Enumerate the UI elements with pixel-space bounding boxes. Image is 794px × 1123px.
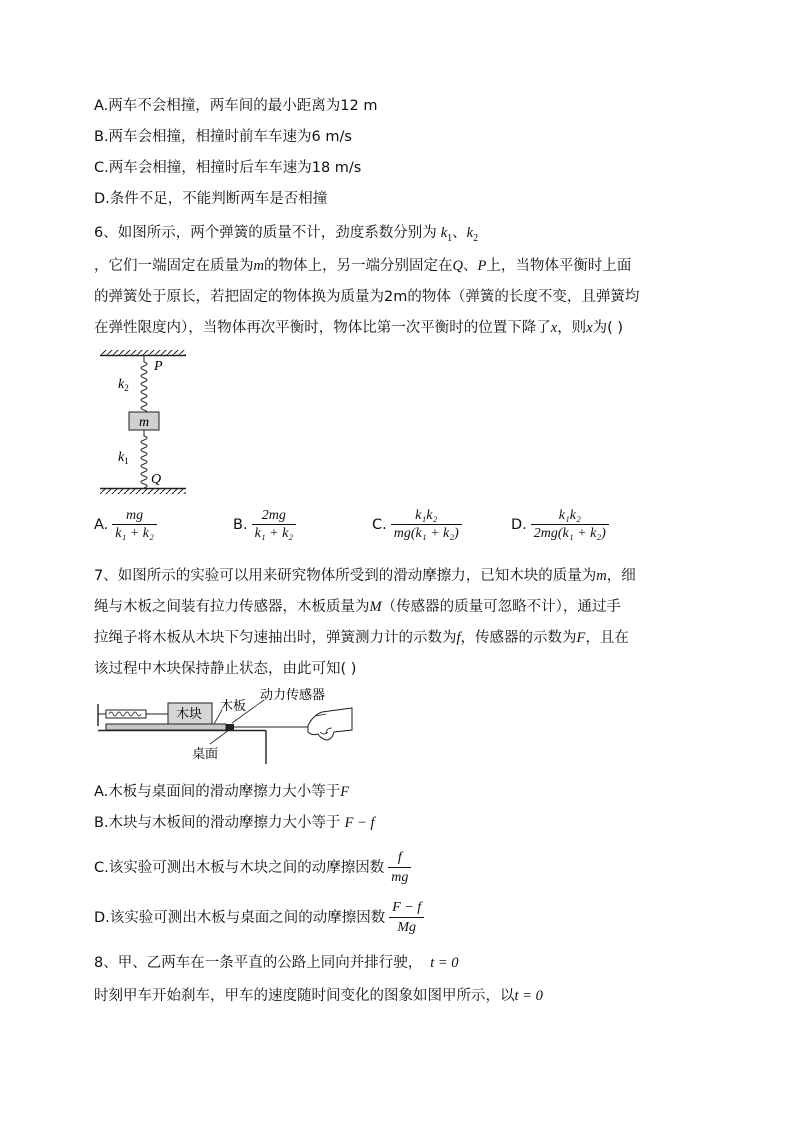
wood-board [106,724,226,730]
q6-line-3: 的弹簧处于原长，若把固定的物体换为质量为2m的物体（弹簧的长度不变，且弹簧均 [94,289,640,305]
q7-option-b: B.木块与木板间的滑动摩擦力大小等于 F − f [94,815,375,831]
lower-spring [141,430,147,488]
q7-option-a: A.木板与桌面间的滑动摩擦力大小等于F [94,784,350,800]
q6-spring-figure [96,348,196,498]
block-label: 木块 [176,707,203,722]
q7-line-3: 拉绳子将木板从木块下匀速抽出时，弹簧测力计的示数为f，传感器的示数为F，且在 [94,630,629,646]
upper-spring [141,356,147,414]
k2-label: $k_2$ [118,377,129,393]
q6-option-b: B. $\frac{2mg}{\text{k₁ + k₂}}$ [233,508,296,542]
hand-icon [308,708,352,740]
q5-option-d: D.条件不足，不能判断两车是否相撞 [94,191,328,207]
q6-option-d-fraction: $\frac{\text{k₁k₂}}{\text{2mg(k₁ + k₂)}}$ [531,508,609,542]
table-label: 桌面 [192,747,219,762]
q6-option-a-fraction: $\frac{mg}{\text{k₁ + k₂}}$ [112,508,157,542]
ceiling-hatch [100,350,186,355]
q5-option-a: A.两车不会相撞，两车间的最小距离为12 m [94,98,378,114]
q7-line-1: 7、如图所示的实验可以用来研究物体所受到的滑动摩擦力，已知木块的质量为m，细 [94,568,636,584]
q6-option-a: A. $\frac{mg}{\text{k₁ + k₂}}$ [94,508,157,542]
q-label: Q [151,472,162,487]
sensor-label: 动力传感器 [260,688,326,703]
q8-line-2: 时刻甲车开始刹车，甲车的速度随时间变化的图象如图甲所示，以t = 0 [94,988,543,1004]
q5-option-b: B.两车会相撞，相撞时前车车速为6 m/s [94,129,352,145]
q6-line-2: ，它们一端固定在质量为m的物体上，另一端分别固定在Q、P上，当物体平衡时上面 [94,258,632,274]
q6-option-c: C. $\frac{\text{k₁k₂}}{\text{mg(k₁ + k₂)}}$ [372,508,462,542]
q6-option-b-fraction: $\frac{2mg}{\text{k₁ + k₂}}$ [252,508,297,542]
m-label: m [139,415,150,430]
p-label: P [154,359,163,374]
spring-scale [106,710,146,718]
q7-line-4: 该过程中木块保持静止状态，由此可知( ) [94,661,357,677]
force-sensor [226,724,234,730]
k1-label: $k_1$ [118,450,129,466]
q8-line-1: 8、甲、乙两车在一条平直的公路上同向并排行驶， t = 0 [94,955,459,971]
q7-line-2: 绳与木板之间装有拉力传感器，木板质量为M（传感器的质量可忽略不计），通过手 [94,599,621,615]
q6-option-c-fraction: $\frac{\text{k₁k₂}}{\text{mg(k₁ + k₂)}}$ [391,508,462,542]
board-label: 木板 [220,699,247,714]
q7-option-d: D.该实验可测出木板与桌面之间的动摩擦因数 $\frac{F - f}{Mg}$ [94,898,424,938]
floor-hatch [100,489,186,494]
q7-option-c: C.该实验可测出木板与木块之间的动摩擦因数 $\frac{f}{mg}$ [94,848,411,888]
q7-experiment-figure [94,686,364,766]
q6-line-4: 在弹性限度内），当物体再次平衡时，物体比第一次平衡时的位置下降了x，则x为( ) [94,320,624,336]
q6-option-d: D. $\frac{\text{k₁k₂}}{\text{2mg(k₁ + k₂)}}$ [511,508,609,542]
q7-option-c-fraction: $\frac{f}{mg}$ [388,849,411,887]
q6-line-1: 6、如图所示，两个弹簧的质量不计，劲度系数分别为 $k_1$、$k_2$ [94,225,479,244]
q7-option-d-fraction: $\frac{F - f}{Mg}$ [389,899,424,937]
q5-option-c: C.两车会相撞，相撞时后车车速为18 m/s [94,160,362,176]
